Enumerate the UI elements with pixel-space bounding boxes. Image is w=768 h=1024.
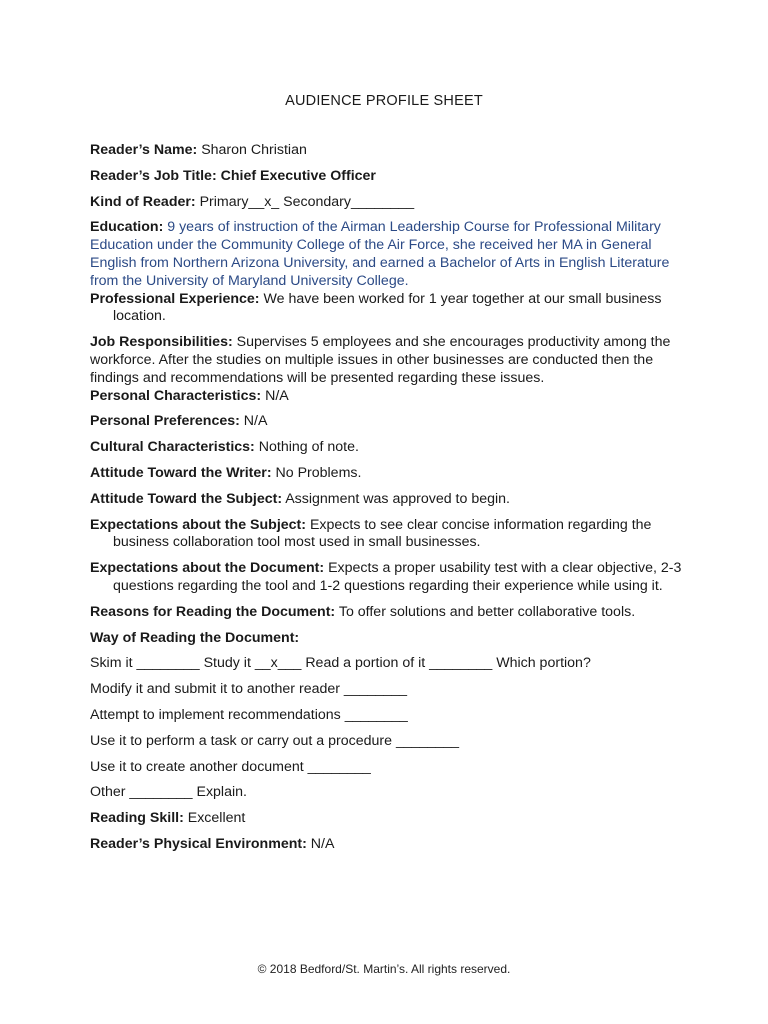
- reading-option-line-3: Attempt to implement recommendations ________: [90, 706, 408, 723]
- job-responsibilities-value: Supervises 5 employees and she encourages productivity among the workforce. After the studies on multiple issues in other businesses are conducted then the findings and recommendations will be presented regarding these issues.: [90, 334, 671, 386]
- cultural-characteristics-value: Nothing of note.: [254, 439, 359, 456]
- readers-name-value: Sharon Christian: [197, 142, 307, 158]
- way-of-reading-label: Way of Reading the Document:: [90, 629, 300, 646]
- personal-preferences-value: N/A: [239, 413, 268, 430]
- personal-characteristics-row: [90, 388, 690, 406]
- reading-option-line-6: Other ________ Explain.: [90, 784, 247, 801]
- reading-option-line-2: Modify it and submit it to another reader ________: [90, 681, 408, 698]
- education-row: [90, 219, 690, 290]
- reasons-reading-row: [90, 604, 690, 622]
- reasons-reading-value: To offer solutions and better collaborative tools.: [335, 603, 636, 620]
- reading-option-line-1: Skim it ________ Study it __x___ Read a portion of it ________ Which portion?: [90, 655, 591, 672]
- job-title-row: [90, 168, 690, 186]
- job-responsibilities-row: [90, 334, 690, 387]
- expectations-document-value: Expects a proper usability test with a clear objective, 2-3 questions regarding the tool and 1-2 questions regarding their experience while using it.: [113, 560, 682, 594]
- kind-of-reader-row: [90, 194, 690, 212]
- personal-preferences-label: Personal Preferences:: [90, 413, 240, 430]
- physical-environment-row: [90, 836, 690, 854]
- physical-environment-label: Reader’s Physical Environment:: [90, 835, 307, 852]
- reading-skill-value: Excellent: [183, 810, 246, 827]
- personal-preferences-row: [90, 413, 690, 431]
- readers-name-row: [90, 142, 690, 160]
- expectations-document-label: Expectations about the Document:: [90, 560, 325, 577]
- education-label: Education:: [90, 219, 164, 236]
- personal-characteristics-label: Personal Characteristics:: [90, 387, 262, 404]
- attitude-subject-value: Assignment was approved to begin.: [282, 490, 510, 507]
- kind-of-reader-label: Kind of Reader:: [90, 193, 196, 210]
- reading-skill-label: Reading Skill:: [90, 810, 184, 827]
- expectations-subject-label: Expectations about the Subject:: [90, 516, 306, 533]
- attitude-writer-label: Attitude Toward the Writer:: [90, 464, 272, 481]
- professional-experience-label: Professional Experience:: [90, 290, 260, 307]
- expectations-subject-row: [90, 517, 690, 553]
- way-of-reading-row: [90, 630, 690, 648]
- reasons-reading-label: Reasons for Reading the Document:: [90, 603, 336, 620]
- professional-experience-row: [90, 291, 690, 327]
- reading-skill-row: [90, 810, 690, 828]
- attitude-writer-value: No Problems.: [271, 464, 362, 481]
- attitude-subject-row: [90, 491, 690, 509]
- reading-option-line-5: Use it to create another document ________: [90, 758, 371, 775]
- expectations-subject-value: Expects to see clear concise information regarding the business collaboration tool most used in small businesses.: [113, 516, 652, 551]
- physical-environment-value: N/A: [306, 835, 335, 852]
- job-responsibilities-label: Job Responsibilities:: [90, 334, 233, 351]
- cultural-characteristics-label: Cultural Characteristics:: [90, 439, 255, 456]
- expectations-document-row: [90, 560, 690, 596]
- personal-characteristics-value: N/A: [261, 387, 289, 404]
- readers-name-label: Reader’s Name:: [90, 142, 198, 158]
- page-title: AUDIENCE PROFILE SHEET: [285, 93, 483, 109]
- professional-experience-value: We have been worked for 1 year together at our small business location.: [113, 290, 662, 325]
- cultural-characteristics-row: [90, 439, 690, 457]
- education-value: 9 years of instruction of the Airman Leadership Course for Professional Military Education under the Community College of the Air Force, she received her MA in General English from Northern Arizona University, and earned a Bachelor of Arts in English Literature from the University of Maryland University College.: [90, 219, 670, 289]
- attitude-writer-row: [90, 465, 690, 483]
- copyright-footer: © 2018 Bedford/St. Martin’s. All rights reserved.: [257, 962, 511, 976]
- job-title-label: Reader’s Job Title: Chief Executive Officer: [90, 167, 376, 184]
- profile-content: [90, 142, 690, 862]
- kind-of-reader-value: Primary__x_ Secondary________: [195, 193, 415, 210]
- reading-option-line-4: Use it to perform a task or carry out a procedure ________: [90, 732, 460, 749]
- attitude-subject-label: Attitude Toward the Subject:: [90, 490, 283, 507]
